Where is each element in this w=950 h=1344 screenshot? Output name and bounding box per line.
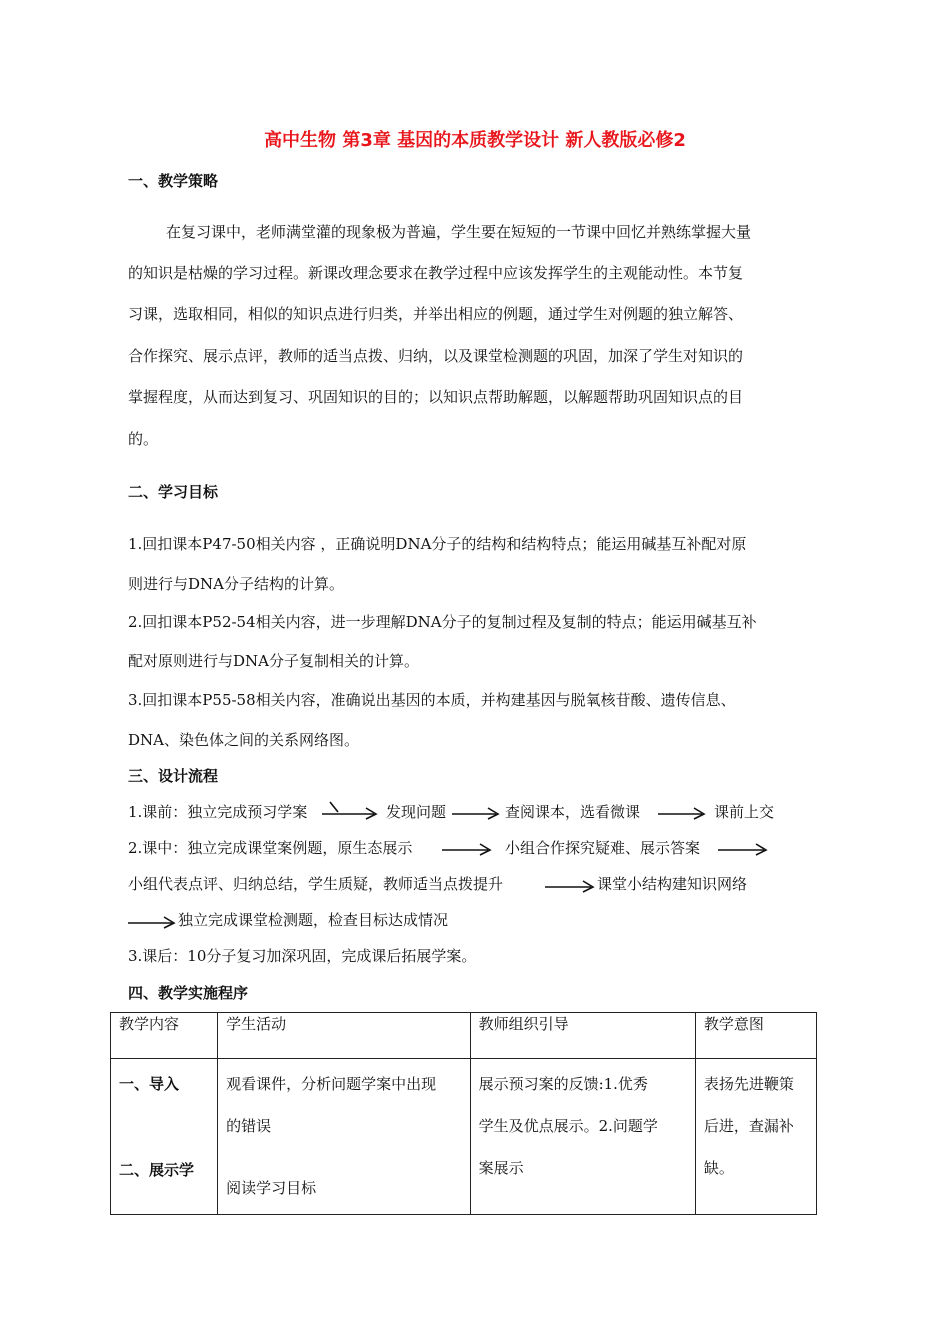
procedure-table	[110, 1012, 817, 1215]
cell-line: 观看课件，分析问题学案中出现	[226, 1075, 437, 1093]
strategy-line-5: 掌握程度，从而达到复习、巩固知识的目的；以知识点帮助解题，以解题帮助巩固知识点的目	[128, 388, 744, 406]
table-cell-guidance	[470, 1059, 695, 1215]
goal-line-5: 3.回扣课本P55-58相关内容，准确说出基因的本质，并构建基因与脱氧核苷酸、遗传信息、	[128, 691, 736, 709]
cell-line: 阅读学习目标	[226, 1179, 317, 1197]
table-cell-content	[111, 1059, 218, 1215]
flow-in-step-1: 2.课中：独立完成课堂案例题，原生态展示	[128, 839, 413, 857]
table-cell-activity	[218, 1059, 470, 1215]
cell-line: 一、导入	[119, 1075, 180, 1093]
flow-arrow-icon	[718, 840, 770, 860]
table-row	[111, 1059, 817, 1215]
section-heading-strategy: 一、教学策略	[128, 172, 219, 190]
cell-line: 后进，查漏补	[703, 1117, 794, 1135]
flow-pre-step-4: 课前上交	[714, 803, 775, 821]
flow-pre-step-3: 查阅课本，选看微课	[505, 803, 641, 821]
cell-line: 表扬先进鞭策	[703, 1075, 794, 1093]
section-heading-flow: 三、设计流程	[128, 767, 219, 785]
flow-post: 3.课后：10分子复习加深巩固，完成课后拓展学案。	[128, 947, 477, 965]
cell-line	[119, 1105, 209, 1127]
flow-pre-step-1: 1.课前：独立完成预习学案	[128, 803, 308, 821]
flow-in-step-5: 独立完成课堂检测题，检查目标达成情况	[178, 911, 449, 929]
cell-line: 的错误	[226, 1117, 272, 1135]
table-header-cell: 学生活动	[218, 1013, 470, 1059]
strategy-line-4: 合作探究、展示点评，教师的适当点拨、归纳，以及课堂检测题的巩固，加深了学生对知识的	[128, 347, 744, 365]
flow-arrow-icon	[658, 802, 708, 822]
flow-arrow-icon	[442, 840, 494, 860]
cell-line: 学生及优点展示。2.问题学	[478, 1117, 658, 1135]
section-heading-goals: 二、学习目标	[128, 483, 219, 501]
cell-line	[226, 1147, 461, 1167]
section-heading-procedure: 四、教学实施程序	[128, 984, 249, 1002]
cell-line: 展示预习案的反馈:1.优秀	[478, 1075, 648, 1093]
table-header-cell: 教师组织引导	[470, 1013, 695, 1059]
flow-in-step-2: 小组合作探究疑难、展示答案	[505, 839, 701, 857]
goal-line-4: 配对原则进行与DNA分子复制相关的计算。	[128, 652, 419, 670]
cell-line: 二、展示学	[119, 1161, 195, 1179]
table-header-row	[111, 1013, 817, 1059]
flow-arrow-icon	[322, 800, 380, 822]
strategy-line-2: 的知识是枯燥的学习过程。新课改理念要求在教学过程中应该发挥学生的主观能动性。本节复	[128, 264, 744, 282]
strategy-line-3: 习课，选取相同，相似的知识点进行归类，并举出相应的例题，通过学生对例题的独立解答、	[128, 305, 744, 323]
table-cell-intent	[695, 1059, 816, 1215]
flow-arrow-icon	[545, 876, 597, 896]
table-header-cell: 教学内容	[111, 1013, 218, 1059]
goal-line-3: 2.回扣课本P52-54相关内容，进一步理解DNA分子的复制过程及复制的特点；能运用碱基互补	[128, 613, 757, 631]
strategy-line-1: 在复习课中，老师满堂灌的现象极为普遍，学生要在短短的一节课中回忆并熟练掌握大量	[166, 223, 752, 241]
page-title: 高中生物 第3章 基因的本质教学设计 新人教版必修2	[264, 130, 686, 151]
cell-line: 缺。	[703, 1159, 734, 1177]
flow-pre-step-2: 发现问题	[386, 803, 447, 821]
cell-line	[119, 1127, 209, 1149]
flow-arrow-icon	[128, 912, 178, 932]
flow-in-step-4: 课堂小结构建知识网络	[597, 875, 748, 893]
cell-line: 案展示	[478, 1159, 524, 1177]
goal-line-1: 1.回扣课本P47-50相关内容 ，正确说明DNA分子的结构和结构特点；能运用碱基互补配对原	[128, 535, 747, 553]
table-header-cell: 教学意图	[695, 1013, 816, 1059]
goal-line-2: 则进行与DNA分子结构的计算。	[128, 575, 344, 593]
goal-line-6: DNA、染色体之间的关系网络图。	[128, 731, 359, 749]
flow-arrow-icon	[452, 802, 502, 822]
strategy-line-6: 的。	[128, 430, 159, 448]
flow-in-step-3: 小组代表点评、归纳总结，学生质疑，教师适当点拨提升	[128, 875, 504, 893]
